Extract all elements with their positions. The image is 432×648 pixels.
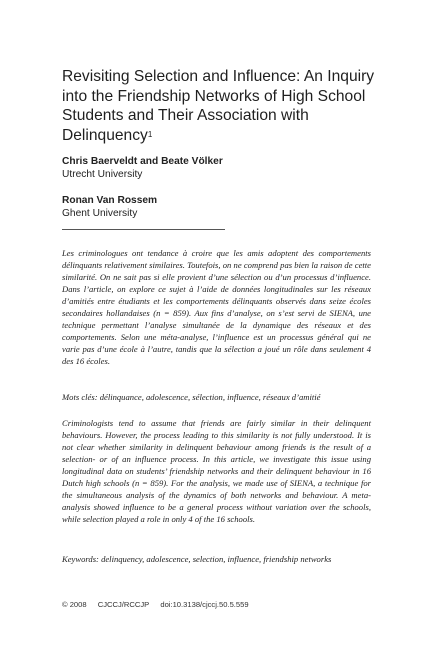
keywords-english: Keywords: delinquency, adolescence, selection, influence, friendship networks — [62, 554, 332, 564]
article-title-text: Revisiting Selection and Influence: An Inquiry into the Friendship Networks of High School Students and Their Association with Delinquency — [62, 68, 375, 144]
title-footnote-marker[interactable]: 1 — [147, 129, 153, 139]
abstract-english: Criminologists tend to assume that friends are fairly similar in their delinquent behaviours. However, the process leading to this similarity is not fully understood. It is not clear whether similarity in delinquent behaviour among friends is the result of a selection- or of an influence process. In this article, we investigate this issue using longitudinal data on students’ friendship networks and their delinquent behaviour in 16 Dutch high schools (n = 859). For the analysis, we made use of SIENA, a technique for the simultaneous analysis of the dynamics of both networks and behaviour. A meta-analysis showed influence to be a general process without variation over the schools, while selection played a role in only 4 of the 16 schools. — [62, 418, 371, 524]
page-footer — [62, 600, 258, 609]
affiliation-1: Utrecht University — [62, 169, 143, 180]
article-title — [62, 67, 382, 145]
abstract-french: Les criminologues ont tendance à croire que les amis adoptent des comportements délinquants relativement similaires. Toutefois, on ne comprend pas bien la raison de cette similarité. On ne sait pas si elle provient d’une sélection ou d’un processus d’influence. Dans l’article, on explore ce sujet à l’aide de données longitudinales sur les réseaux d’amitiés entre étudiants et les comportements délinquants observés dans seize écoles secondaires hollandaises (n = 859). Aux fins d’analyse, on s’est servi de SIENA, une technique permettant l’analyse simultanée de la dynamique des réseaux et des comportements. Selon une méta-analyse, l’influence est un processus général qui ne varie pas d’une école à l’autre, tandis que la sélection a joué un rôle dans seulement 4 des 16 écoles. — [62, 248, 371, 366]
footer-doi[interactable]: doi:10.3138/cjccj.50.5.559 — [160, 600, 249, 609]
footer-copyright: © 2008 — [62, 600, 87, 609]
footer-journal: CJCCJ/RCCJP — [97, 600, 150, 609]
keywords-french: Mots clés: délinquance, adolescence, sélection, influence, réseaux d’amitié — [62, 392, 321, 402]
authors-group-1: Chris Baerveldt and Beate Völker — [62, 156, 223, 167]
authors-group-2: Ronan Van Rossem — [62, 195, 158, 206]
affiliation-2: Ghent University — [62, 208, 138, 219]
divider-rule — [62, 229, 225, 230]
